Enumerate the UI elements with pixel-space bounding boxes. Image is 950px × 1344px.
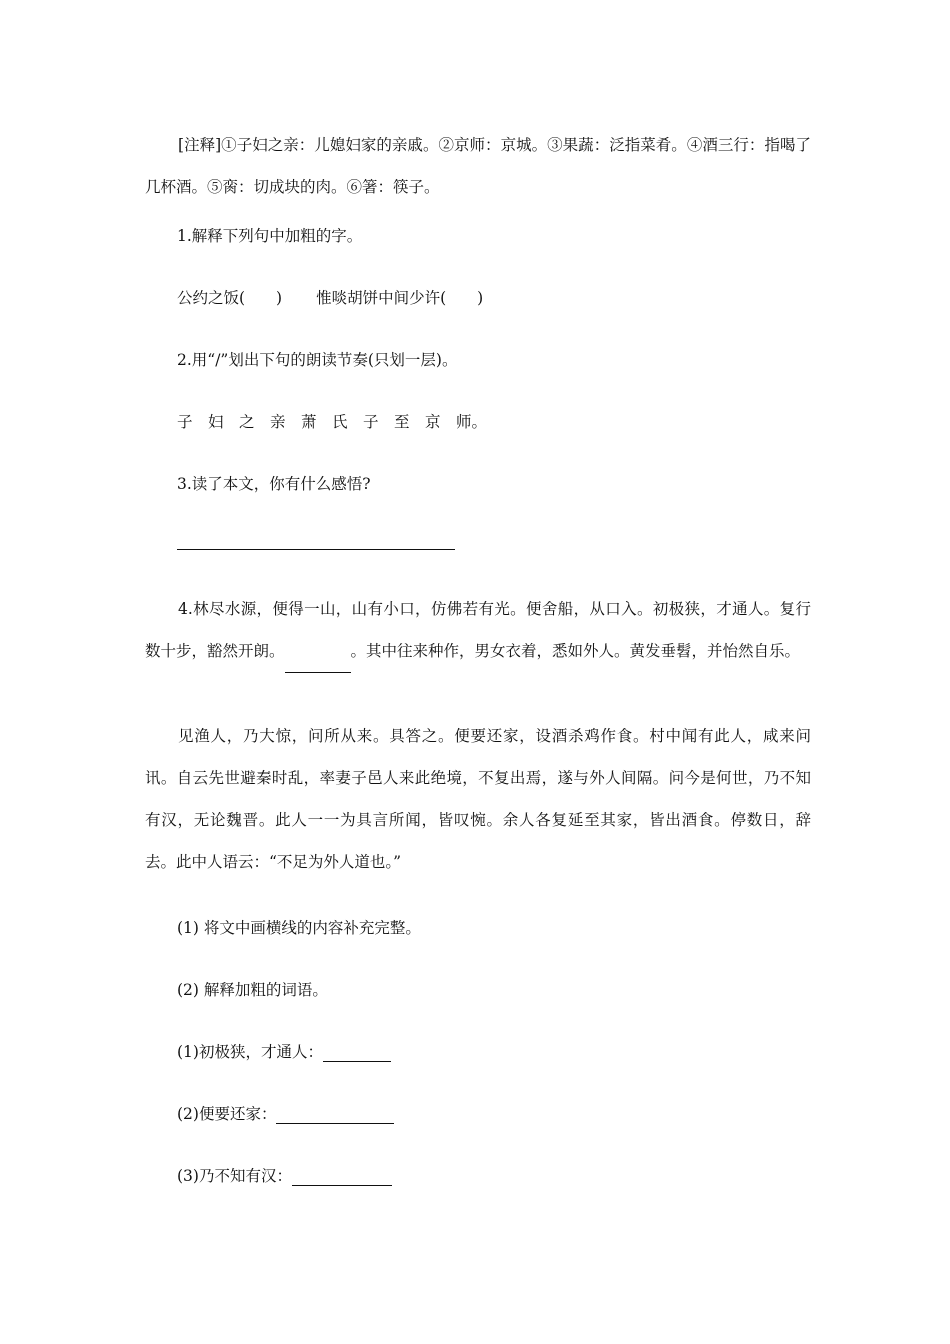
question-4-sub-1: (1) 将文中画横线的内容补充完整。 — [177, 919, 421, 937]
passage-text-b: 。其中往来种作，男女衣着，悉如外人。黄发垂髫，并怡然自乐。 — [350, 642, 801, 660]
question-4-item-1 — [177, 1040, 391, 1062]
question-4-item-3-label: (3)乃不知有汉： — [177, 1167, 292, 1185]
question-4-item-2 — [177, 1102, 394, 1124]
answer-blank-line[interactable] — [177, 549, 455, 550]
answer-blank-1[interactable] — [323, 1043, 391, 1062]
fill-blank[interactable] — [285, 630, 351, 673]
passage-paragraph-1 — [145, 588, 811, 673]
passage-text-a: 4.林尽水源，便得一山，山有小口，仿佛若有光。便舍船，从口入。初极狭，才通人。复行数十步，豁然开朗。 — [145, 600, 811, 660]
question-4-item-2-label: (2)便要还家： — [177, 1105, 277, 1123]
question-4-sub-2: (2) 解释加粗的词语。 — [177, 981, 328, 999]
question-1-item-a: 公约之饭( ) — [177, 289, 283, 307]
question-2-sentence: 子 妇 之 亲 萧 氏 子 至 京 师。 — [177, 413, 488, 431]
note-line-2: 指喝了几杯酒。⑤脔：切成块的肉。⑥箸：筷子。 — [145, 136, 811, 196]
note-paragraph — [145, 124, 811, 208]
passage-paragraph-2: 见渔人，乃大惊，问所从来。具答之。便要还家，设酒杀鸡作食。村中闻有此人，咸来问讯。自云先世避秦时乱，率妻子邑人来此绝境，不复出焉，遂与外人间隔。问今是何世，乃不知有汉，无论魏晋。此人一一为具言所闻，皆叹惋。余人各复延至其家，皆出酒食。停数日，辞去。此中人语云：“不足为外人道也。” — [145, 727, 811, 871]
note-line-1: [注释]①子妇之亲：儿媳妇家的亲戚。②京师：京城。③果蔬：泛指菜肴。④酒三行： — [178, 136, 765, 154]
question-3-title: 3.读了本文，你有什么感悟? — [177, 475, 371, 493]
answer-blank-3[interactable] — [292, 1167, 392, 1186]
question-4-item-1-label: (1)初极狭，才通人： — [177, 1043, 323, 1061]
question-1-items — [177, 286, 483, 308]
question-2-title: 2.用“/”划出下句的朗读节奏(只划一层)。 — [177, 351, 458, 369]
question-1-item-b: 惟啖胡饼中间少许( ) — [316, 289, 484, 307]
answer-blank-2[interactable] — [276, 1105, 394, 1124]
question-1-title: 1.解释下列句中加粗的字。 — [177, 227, 363, 245]
question-4-item-3 — [177, 1164, 392, 1186]
